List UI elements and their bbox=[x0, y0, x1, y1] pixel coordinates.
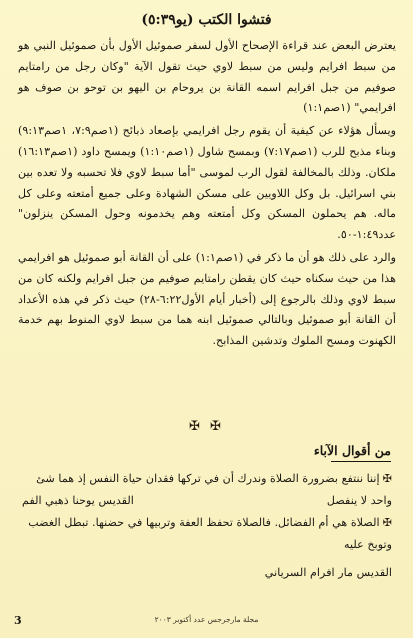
paragraph-1: يعترض البعض عند قراءة الإصحاح الأول لسفر صموئيل الأول بأن صموئيل النبي هو من سبط افرايم وليس من سبط لاوي حيث تقول الآية "وكان رجل من رامتايم صوفيم من جبل افرايم اسمه القانة بن يروحام بن اليهو بن توحو بن صوف هو افرايمي" (١صم١:١) bbox=[18, 39, 396, 115]
article-title: فتشوا الكتب (يو٥:٣٩) bbox=[141, 12, 272, 28]
saying-1-line-2 bbox=[22, 490, 392, 512]
section-title: من أقوال الآباء bbox=[313, 443, 391, 458]
paragraph-3: والرد على ذلك هو أن ما ذكر في (١صم١:١) على أن القانة أبو صموئيل هو افرايمي هذا من حيث سكناه حيث كان يقطن رامتايم صوفيم من جبل افرايم ولكنه كان من سبط لاوي وذلك بالرجوع إلى (أخبار أيام الأول٦:٢٢-٢٨) حيث ذكر في هذه الأعداد أن القانة أبو صموئيل وبالتالي صموئيل ابنه هما من سبط لاوي المنوط بهم خدمة الكهنوت ومسح الملوك وتدشين المذابح. bbox=[18, 250, 396, 348]
saying-1-line-1: ✠إننا ننتفع بضرورة الصلاة وندرك أن في تركها فقدان حياة النفس إذ هما شئ bbox=[36, 472, 392, 485]
saying-1-continuation: واحد لا ينفصل bbox=[326, 494, 392, 507]
cross-divider-icon: ✠ ✠ bbox=[189, 419, 224, 434]
article-body bbox=[18, 36, 396, 352]
saying-2-line-2: وتوبخ عليه bbox=[344, 538, 392, 551]
fathers-sayings bbox=[22, 468, 392, 584]
saying-1-author: القديس يوحنا ذهبي الفم bbox=[22, 494, 134, 507]
page-number: 3 bbox=[14, 614, 22, 627]
cross-icon: ✠ bbox=[382, 472, 392, 485]
cross-icon: ✠ bbox=[382, 516, 392, 529]
saying-2-line-1: ✠الصلاة هي أم الفضائل. فالصلاة تحفظ العفة وتربيها في حضنها. تبطل الغضب bbox=[28, 516, 392, 529]
saying-2-author: القديس مار افرام السرياني bbox=[264, 566, 392, 579]
paragraph-2: ويسأل هؤلاء عن كيفية أن يقوم رجل افرايمي بإصعاد ذبائح (١صم٧:٩، ١صم٩:١٣) وبناء مذبح للرب (١صم٧:١٧) وبمسح شاول (١صم١:١٠) ويمسح داود (١صم١٦:١٣) ملكان. وذلك بالمخالفة لقول الرب لموسى "أما سبط لاوي فلا تحسبه ولا تعده بين بني اسرائيل. بل وكل اللاويين على مسكن الشهادة وعلى جميع أمتعته وعلى كل ماله. هم يحملون المسكن وكل أمتعته وهم يخدمونه وحول المسكن ينزلون" عدد١:٤٩-٥٠. bbox=[18, 124, 397, 242]
publication-footer: مجلة مارجرجس عدد أكتوبر ٢٠٠٣ bbox=[154, 615, 259, 624]
section-title-underline bbox=[331, 461, 391, 462]
